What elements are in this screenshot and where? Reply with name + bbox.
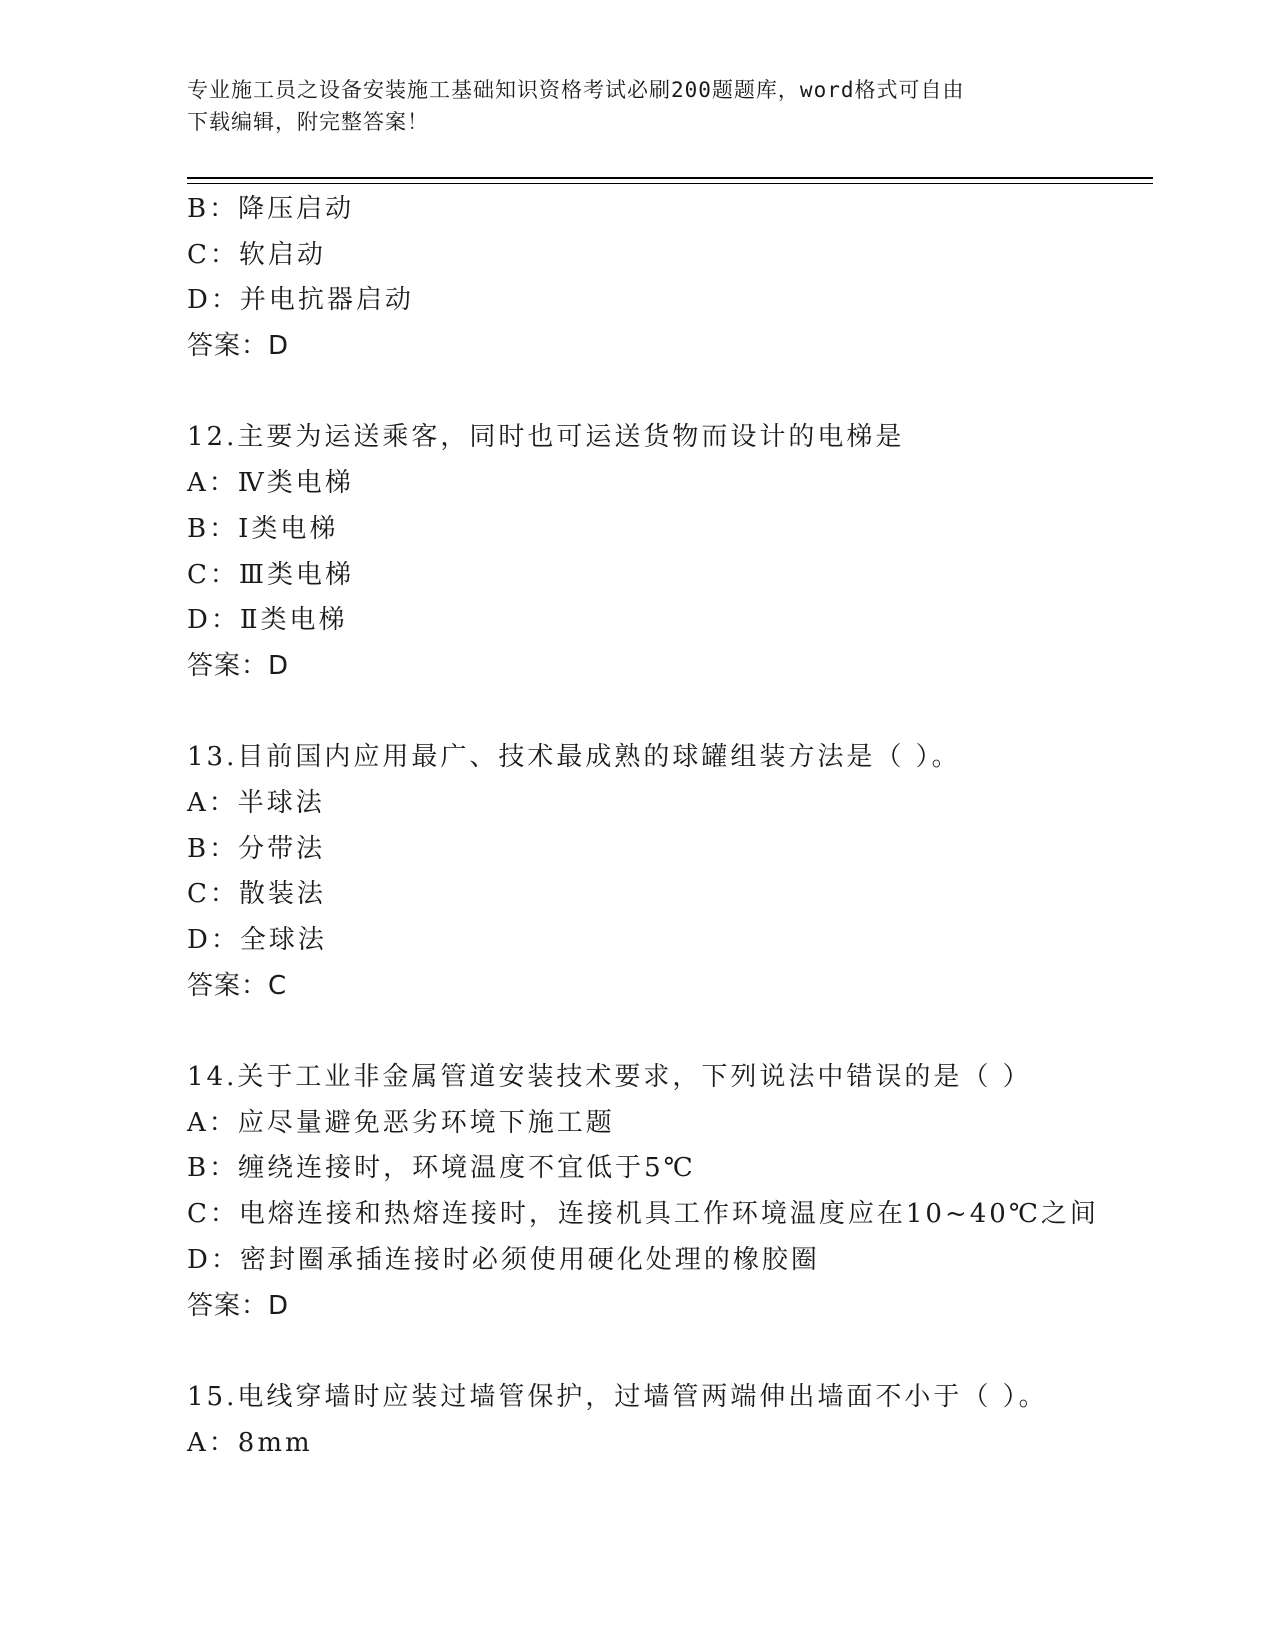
option-b: B：Ⅰ类电梯 [187, 513, 339, 544]
option-d: D：全球法 [187, 925, 327, 955]
option-a: A：半球法 [187, 787, 325, 818]
document-header [187, 74, 1067, 138]
option-c: C：软启动 [187, 239, 326, 270]
question-text: 13.目前国内应用最广、技术最成熟的球罐组装方法是（ ）。 [187, 742, 961, 773]
spacer [187, 1009, 1153, 1055]
option-d: D：密封圈承插连接时必须使用硬化处理的橡胶圈 [187, 1244, 820, 1275]
question-block-12 [187, 415, 1153, 689]
question-list [187, 187, 1153, 1466]
question-block-15 [187, 1375, 1153, 1466]
option-b: B：缠绕连接时，环境温度不宜低于5℃ [187, 1153, 696, 1184]
question-block-13 [187, 735, 1153, 1009]
option-d: D：Ⅱ类电梯 [187, 605, 348, 636]
header-title-line-1: 专业施工员之设备安装施工基础知识资格考试必刷200题题库，word格式可自由 [187, 78, 965, 102]
option-d: D：并电抗器启动 [187, 285, 414, 316]
spacer [187, 370, 1153, 416]
option-a: A：Ⅳ类电梯 [187, 468, 354, 499]
option-c: C：电熔连接和热熔连接时，连接机具工作环境温度应在10~40℃之间 [187, 1199, 1099, 1230]
option-c: C：散装法 [187, 879, 326, 910]
question-block-14 [187, 1055, 1153, 1329]
option-c: C：Ⅲ类电梯 [187, 559, 354, 590]
option-b: B：分带法 [187, 833, 326, 864]
question-block-11 [187, 187, 1153, 370]
question-text: 15.电线穿墙时应装过墙管保护，过墙管两端伸出墙面不小于（ ）。 [187, 1381, 1048, 1412]
answer-line: 答案：D [187, 1290, 290, 1321]
question-text: 12.主要为运送乘客，同时也可运送货物而设计的电梯是 [187, 422, 905, 453]
answer-line: 答案：D [187, 331, 290, 362]
option-a: A：应尽量避免恶劣环境下施工题 [187, 1107, 615, 1138]
question-text: 14.关于工业非金属管道安装技术要求，下列说法中错误的是（ ） [187, 1062, 1032, 1093]
header-divider-thin [187, 183, 1153, 184]
option-b: B：降压启动 [187, 194, 355, 224]
option-a: A：8mm [187, 1427, 313, 1458]
header-title-line-2: 下载编辑，附完整答案！ [187, 110, 429, 134]
spacer [187, 690, 1153, 736]
header-divider-thick [187, 177, 1153, 179]
answer-line: 答案：D [187, 650, 290, 681]
spacer [187, 1329, 1153, 1375]
answer-line: 答案：C [187, 970, 288, 1001]
